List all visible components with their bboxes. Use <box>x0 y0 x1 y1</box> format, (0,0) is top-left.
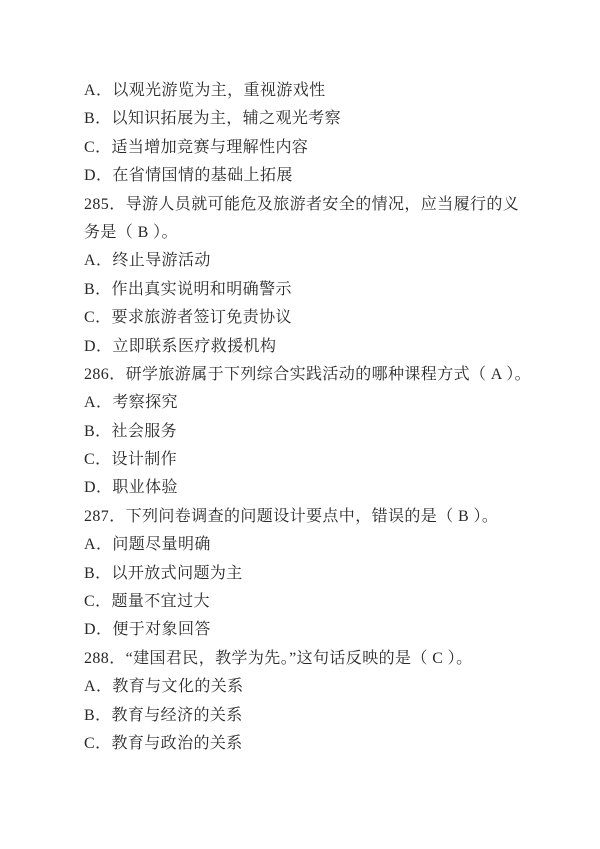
question-288-option-c: C．教育与政治的关系 <box>84 734 243 752</box>
question-287-option-a: A．问题尽量明确 <box>84 536 211 554</box>
question-285-option-c: C．要求旅游者签订免责协议 <box>84 309 292 327</box>
question-285-option-d: D．立即联系医疗救援机构 <box>84 337 277 355</box>
question-285-option-b: B．作出真实说明和明确警示 <box>84 280 292 298</box>
prev-question-option-c: C．适当增加竞赛与理解性内容 <box>84 138 309 156</box>
question-287-option-c: C．题量不宜过大 <box>84 593 210 611</box>
prev-question-option-b: B．以知识拓展为主，辅之观光考察 <box>84 110 342 128</box>
question-285-stem-line-1: 285．导游人员就可能危及旅游者安全的情况，应当履行的义 <box>84 195 520 213</box>
prev-question-option-a: A．以观光游览为主，重视游戏性 <box>84 82 326 99</box>
question-285-option-a: A．终止导游活动 <box>84 252 211 270</box>
question-286-option-a: A．考察探究 <box>84 394 178 412</box>
question-286-option-d: D．职业体验 <box>84 479 178 497</box>
prev-question-option-d: D．在省情国情的基础上拓展 <box>84 167 293 185</box>
question-286-option-b: B．社会服务 <box>84 422 178 440</box>
question-list <box>84 77 550 758</box>
question-288-option-b: B．教育与经济的关系 <box>84 706 243 724</box>
question-288-option-a: A．教育与文化的关系 <box>84 678 244 696</box>
question-286-option-c: C．设计制作 <box>84 451 178 469</box>
question-286-stem: 286．研学旅游属于下列综合实践活动的哪种课程方式（ A ）。 <box>84 365 532 383</box>
question-285-stem-line-2: 务是（ B ）。 <box>84 223 178 241</box>
question-287-option-d: D．便于对象回答 <box>84 621 211 639</box>
question-288-stem: 288．“建国君民，教学为先。”这句话反映的是（ C ）。 <box>84 649 473 667</box>
question-287-option-b: B．以开放式问题为主 <box>84 564 243 582</box>
question-287-stem: 287．下列问卷调查的问题设计要点中，错误的是（ B ）。 <box>84 507 499 525</box>
